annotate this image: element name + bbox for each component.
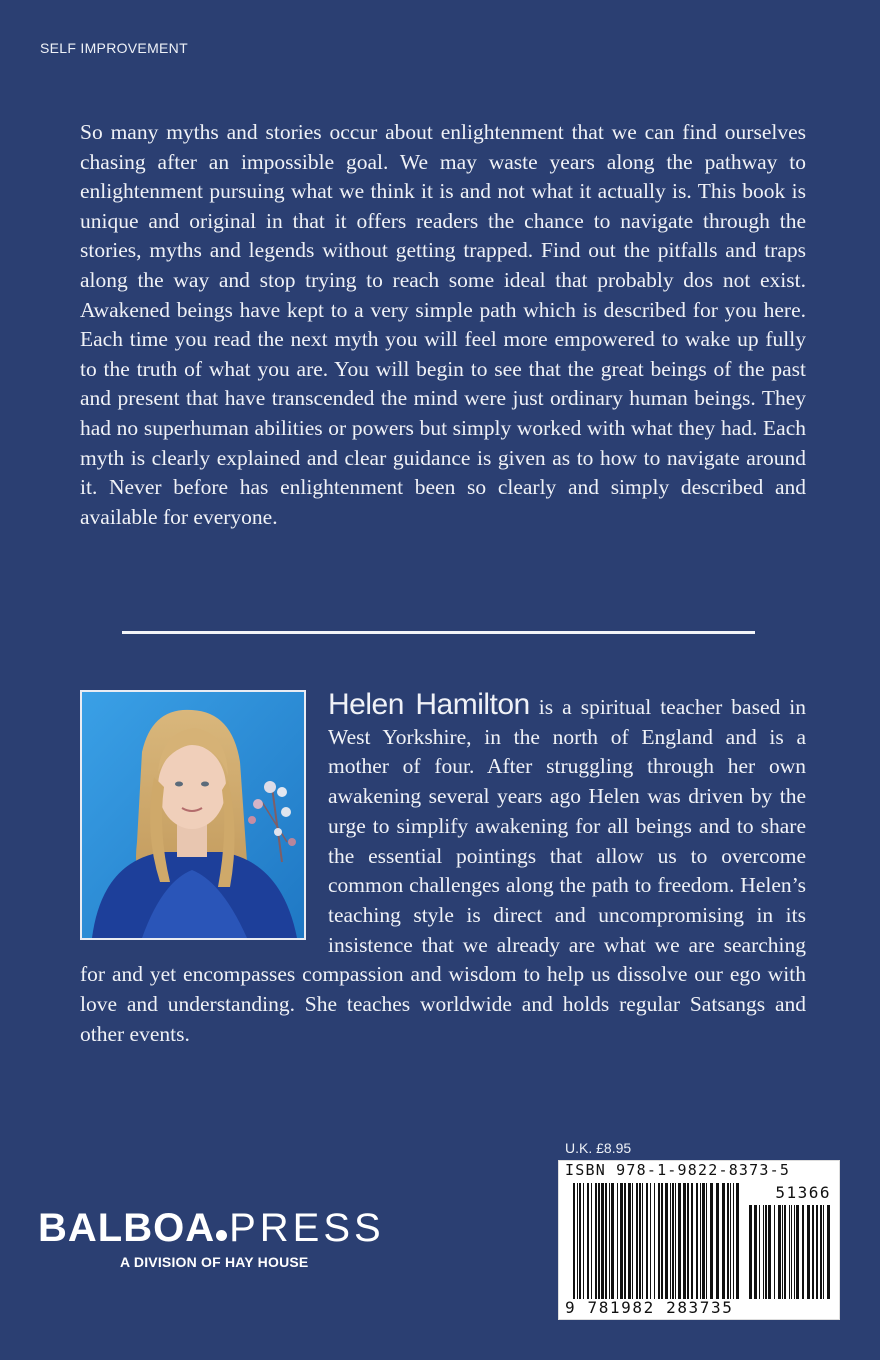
publisher-name-bold: BALBOA [38,1206,216,1250]
author-name: Helen Hamilton [328,688,530,721]
isbn-barcode [558,1160,840,1320]
section-divider [122,631,755,634]
author-bio-text: is a spiritual teacher based in West Yorkshire, in the north of England and is a mother of four. After struggling through her own awakening several years ago Helen was driven by the urge to simplify awakening for all beings and to share the essential pointings that allow us to overcome common challenges along the path to freedom. Helen’s teaching style is direct and uncompromising in its insistence that we already are what we are searching for and yet encompasses compassion and wisdom to help us dissolve our ego with love and understanding. She teaches worldwide and holds regular Satsangs and other events. [80,695,806,1046]
barcode-bars [559,1161,841,1321]
publisher-subtitle: A DIVISION OF HAY HOUSE [120,1254,309,1270]
price-label: U.K. £8.95 [565,1140,632,1156]
barcode-price-code: 51366 [775,1183,831,1202]
publisher-name-light: PRESS [229,1206,385,1250]
isbn-number: ISBN 978-1-9822-8373-5 [565,1161,791,1179]
category-label: SELF IMPROVEMENT [40,40,188,56]
publisher-logo [38,1208,385,1248]
book-description: So many myths and stories occur about enlightenment that we can find ourselves chasing after an impossible goal. We may waste years along the pathway to enlightenment pursuing what we think it is and not what it actually is. This book is unique and original in that it offers readers the chance to navigate through the stories, myths and legends without getting trapped. Find out the pitfalls and traps along the way and stop trying to reach some ideal that probably dos not exist. Awakened beings have kept to a very simple path which is described for you here. Each time you read the next myth you will feel more empowered to wake up fully to the truth of what you are. You will begin to see that the great beings of the past and present that have transcended the mind were just ordinary human beings. They had no superhuman abilities or powers but simply worked with what they had. Each myth is clearly explained and clear guidance is given as to how to navigate around it. Never before has enlightenment been so clearly and simply described and available for everyone. [80,120,806,529]
author-bio-section [80,690,806,1049]
barcode-digits: 9 781982 283735 [565,1298,734,1317]
author-photo [80,690,306,940]
logo-dot [216,1230,227,1241]
